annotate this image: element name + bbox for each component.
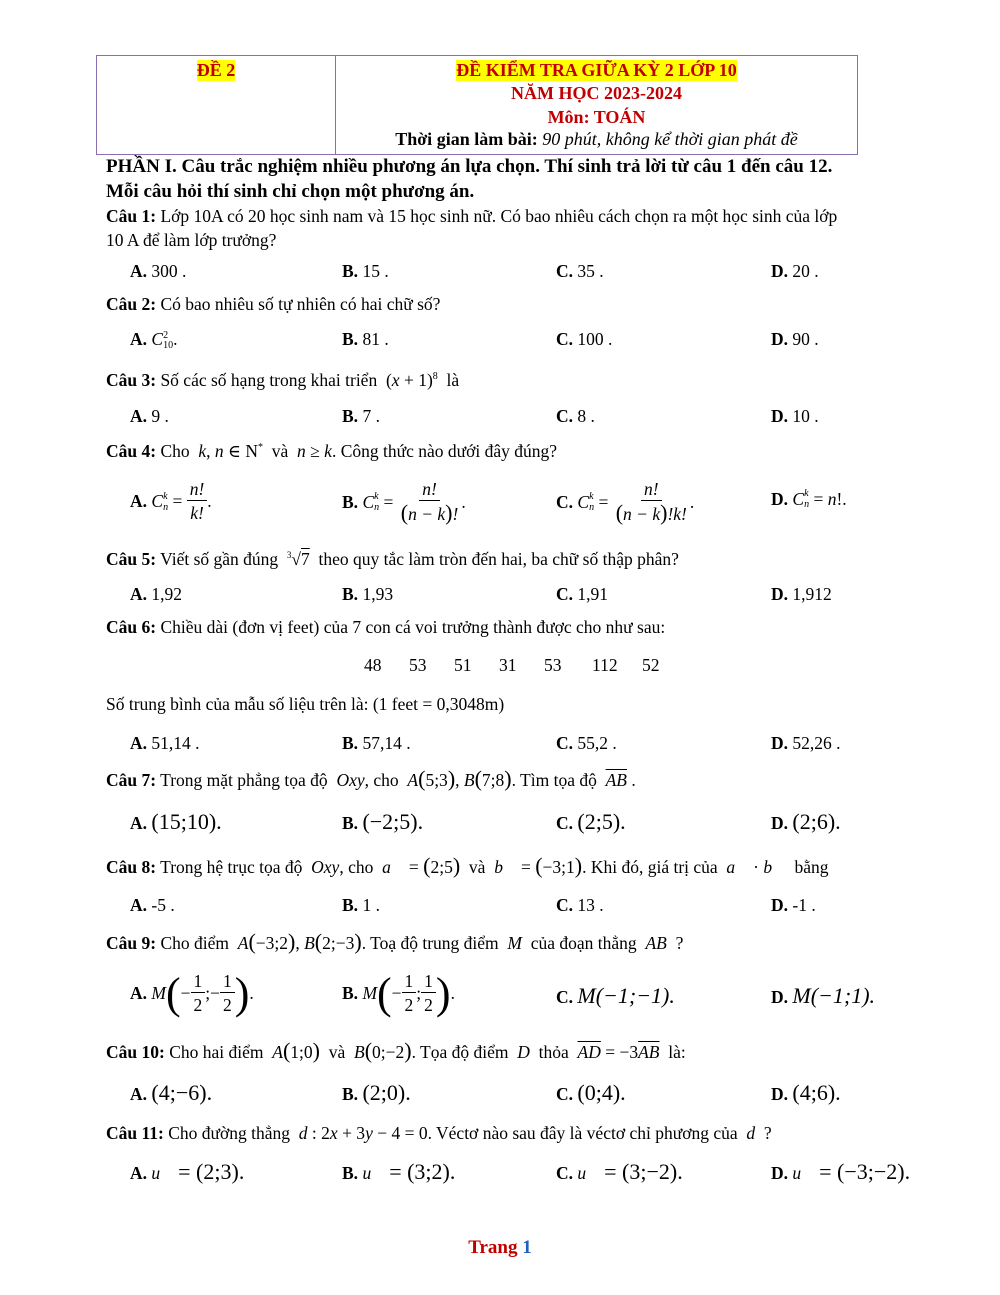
q7-option-a: A. (15;10). xyxy=(130,809,222,834)
q7-option-b: B. (−2;5). xyxy=(342,809,424,834)
q2-option-d: D. 90 . xyxy=(771,329,819,349)
q8-option-d: D. -1 . xyxy=(771,895,816,915)
q6-option-b: B. 57,14 . xyxy=(342,733,411,753)
q1-text2: 10 A để làm lớp trưởng? xyxy=(106,230,277,250)
time-label: Thời gian làm bài: xyxy=(395,129,538,149)
q1-option-d: D. 20 . xyxy=(771,261,819,281)
q3-option-b: B. 7 . xyxy=(342,406,380,426)
q1-option-b: B. 15 . xyxy=(342,261,389,281)
q10-option-c: C. (0;4). xyxy=(556,1080,626,1105)
q11-option-d: D. u⃗ = (−3;−2). xyxy=(771,1159,911,1184)
q7-option-c: C. (2;5). xyxy=(556,809,626,834)
q1-option-c: C. 35 . xyxy=(556,261,604,281)
footer-label: Trang xyxy=(468,1237,518,1258)
time-line xyxy=(336,129,857,150)
part1-line1: PHẦN I. Câu trắc nghiệm nhiều phương án lựa chọn. Thí sinh trả lời từ câu 1 đến câu 12. xyxy=(106,156,833,177)
q2-text: Câu 2: Có bao nhiêu số tự nhiên có hai chữ số? xyxy=(106,294,441,314)
q6-value: 53 xyxy=(409,655,427,675)
q9-option-a: A. M ( − $\frac{1}{2}$ ;− $\frac{1}{2}$ ) . xyxy=(130,968,254,1018)
page-number: 1 xyxy=(522,1237,532,1258)
q4-option-a: A. C k n = $\frac{n!}{k!}$ . xyxy=(130,479,212,523)
q5-option-c: C. 1,91 xyxy=(556,584,609,604)
q9-option-c: C. M(−1;−1). xyxy=(556,983,675,1008)
q4-option-b: B. C k n = $\frac{n!}{(n - k)!}$ . xyxy=(342,479,466,525)
q1-option-a: A. 300 . xyxy=(130,261,187,281)
q6-value: 53 xyxy=(544,655,562,675)
q8-option-a: A. -5 . xyxy=(130,895,175,915)
q6-option-d: D. 52,26 . xyxy=(771,733,841,753)
page-footer xyxy=(0,1237,1000,1259)
q9-option-b: B. M ( − $\frac{1}{2}$ ; $\frac{1}{2}$ ) . xyxy=(342,968,455,1018)
q10-option-a: A. (4;−6). xyxy=(130,1080,213,1105)
q8-text: Câu 8: Trong hệ trục tọa độ Oxy, cho a⃗ = (2;5) và b⃗ = (−3;1). Khi đó, giá trị của a⃗ · b⃗ bằng xyxy=(106,853,829,878)
subject: Môn: TOÁN xyxy=(547,107,646,127)
q4-option-d: D. C k n = n !. xyxy=(771,488,847,510)
q6-value: 48 xyxy=(364,655,382,675)
q8-option-c: C. 13 . xyxy=(556,895,604,915)
q6-text: Câu 6: Chiều dài (đơn vị feet) của 7 con cá voi trưởng thành được cho như sau: xyxy=(106,617,666,637)
exam-title: ĐỀ KIỂM TRA GIỮA KỲ 2 LỚP 10 xyxy=(456,60,737,80)
q2-option-b: B. 81 . xyxy=(342,329,389,349)
q2-option-c: C. 100 . xyxy=(556,329,613,349)
q9-text: Câu 9: Cho điểm A(−3;2), B(2;−3). Toạ độ trung điểm M của đoạn thẳng AB ? xyxy=(106,929,684,954)
q6-value: 51 xyxy=(454,655,472,675)
q5-option-a: A. 1,92 xyxy=(130,584,183,604)
q7-option-d: D. (2;6). xyxy=(771,809,841,834)
q9-option-d: D. M(−1;1). xyxy=(771,983,876,1008)
q11-option-c: C. u⃗ = (3;−2). xyxy=(556,1159,683,1184)
q6-option-c: C. 55,2 . xyxy=(556,733,617,753)
q6-text2: Số trung bình của mẫu số liệu trên là: (1 feet = 0,3048m) xyxy=(106,694,505,714)
part1-line2: Mỗi câu hỏi thí sinh chỉ chọn một phương án. xyxy=(106,181,475,202)
q3-text: Câu 3: Số các số hạng trong khai triển $(x + 1)^8$ là xyxy=(106,370,460,390)
q1-body: Lớp 10A có 20 học sinh nam và 15 học sinh nữ. Có bao nhiêu cách chọn ra một học sinh của lớp xyxy=(160,206,838,226)
q5-option-d: D. 1,912 xyxy=(771,584,832,604)
school-year: NĂM HỌC 2023-2024 xyxy=(511,83,682,103)
q11-option-a: A. u⃗ = (2;3). xyxy=(130,1159,245,1184)
q11-text: Câu 11: Cho đường thẳng d : 2x + 3y − 4 = 0. Véctơ nào sau đây là véctơ chỉ phương của d ? xyxy=(106,1123,772,1143)
exam-code-cell xyxy=(96,55,336,155)
q6-value: 52 xyxy=(642,655,660,675)
q10-text: Câu 10: Cho hai điểm A(1;0) và B(0;−2). Tọa độ điểm D thỏa $\overline{AD} = -3\overline{AB}$ là: xyxy=(106,1038,686,1063)
q6-option-a: A. 51,14 . xyxy=(130,733,200,753)
exam-title-cell xyxy=(335,55,858,155)
q3-option-a: A. 9 . xyxy=(130,406,169,426)
q4-text: Câu 4: Cho k, n ∈ N* và n ≥ k. Công thức nào dưới đây đúng? xyxy=(106,441,558,461)
q1-label: Câu 1: xyxy=(106,206,157,226)
q3-option-d: D. 10 . xyxy=(771,406,819,426)
q10-option-b: B. (2;0). xyxy=(342,1080,411,1105)
q4-option-c: C. C k n = $\frac{n!}{(n - k)!k!}$ . xyxy=(556,479,695,525)
q2-option-a: A. C 2 10 . xyxy=(130,329,178,351)
q8-option-b: B. 1 . xyxy=(342,895,380,915)
q6-value: 112 xyxy=(592,655,618,675)
q1-text1 xyxy=(106,206,837,227)
q7-text: Câu 7: Trong mặt phẳng tọa độ Oxy, cho A(5;3), B(7;8). Tìm tọa độ $\overline{AB}$ . xyxy=(106,766,636,791)
q6-value: 31 xyxy=(499,655,517,675)
time-value: 90 phút, không kể thời gian phát đề xyxy=(542,129,798,149)
exam-code: ĐỀ 2 xyxy=(196,60,236,80)
q6-values xyxy=(364,655,672,676)
q3-option-c: C. 8 . xyxy=(556,406,595,426)
q10-option-d: D. (4;6). xyxy=(771,1080,841,1105)
q5-option-b: B. 1,93 xyxy=(342,584,394,604)
q5-text: Câu 5: Viết số gần đúng $^3$√7 theo quy tắc làm tròn đến hai, ba chữ số thập phân? xyxy=(106,549,679,569)
q11-option-b: B. u⃗ = (3;2). xyxy=(342,1159,456,1184)
